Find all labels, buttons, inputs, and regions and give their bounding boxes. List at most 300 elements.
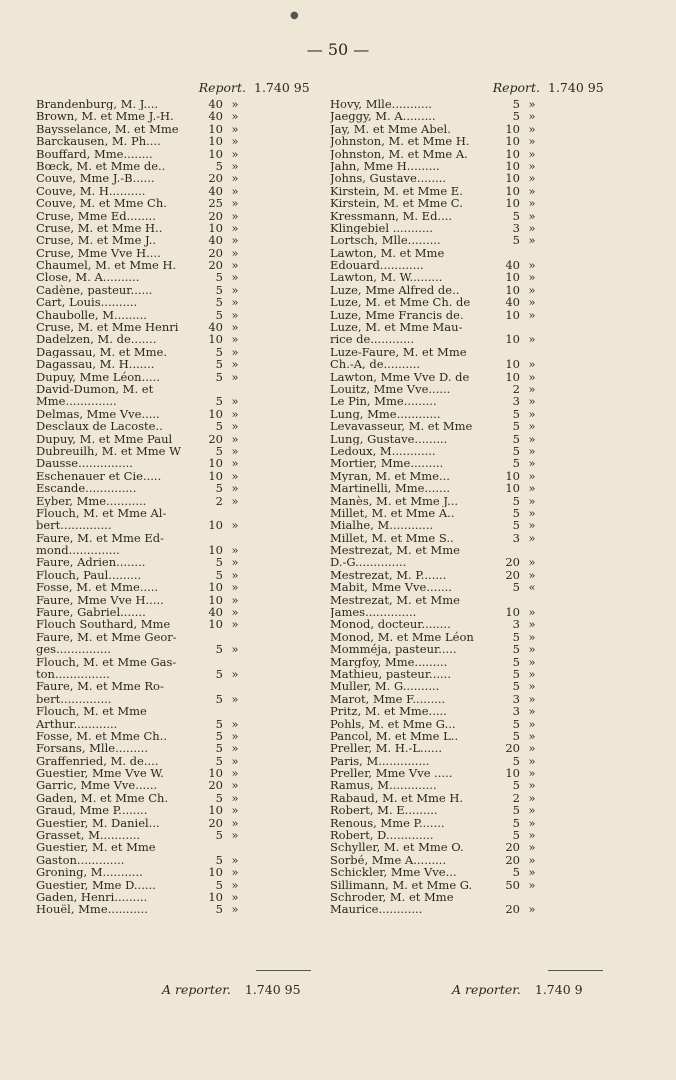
donor-name: Flouch, M. et Mme [36,705,147,718]
list-item [36,581,326,593]
list-item [330,148,622,160]
donor-name: Faure, Mme Vve H..... [36,593,164,607]
donor-name: Flouch Southard, Mme [36,618,171,631]
donation-amount: 5 [512,419,520,434]
donor-name: Dupuy, M. et Mme Paul [36,432,173,445]
list-item [36,718,326,730]
donation-amount: 10 [208,220,223,235]
list-item [36,631,326,643]
donor-name: Arthur............ [36,717,118,730]
ditto-mark: » [528,394,536,409]
ditto-mark: » [231,580,239,595]
donor-name: Mabit, Mme Vve....... [330,581,452,594]
ditto-mark: » [231,543,239,558]
donor-name: Luze, M. et Mme Ch. de [330,296,471,309]
donor-name: bert.............. [36,519,112,532]
list-item [330,457,622,469]
donation-amount: 2 [512,790,520,805]
donation-amount: 5 [512,803,520,818]
ditto-mark: » [528,555,536,570]
donation-amount: 5 [512,233,520,248]
list-item [330,804,622,816]
list-item [36,680,326,692]
ditto-mark: » [231,295,239,310]
ditto-mark: » [231,220,239,235]
donor-name: Pohls, M. et Mme G... [330,717,456,730]
list-item [36,98,326,110]
donor-name: Monod, docteur........ [330,618,451,631]
list-item [36,148,326,160]
donor-name: Luze, M. et Mme Mau- [330,321,463,334]
ditto-mark: » [528,158,536,173]
list-item [330,383,622,395]
ditto-mark: » [231,741,239,756]
list-item [330,470,622,482]
donation-amount: 5 [512,443,520,458]
donation-amount: 5 [512,629,520,644]
ditto-mark: » [528,691,536,706]
donation-amount: 20 [208,431,223,446]
donor-name: Lawton, Mme Vve D. de [330,370,470,383]
donor-name: Mme.............. [36,395,117,408]
donation-amount: 5 [215,357,223,372]
list-item [36,495,326,507]
donation-amount: 5 [215,902,223,917]
donor-name: Fosse, M. et Mme..... [36,581,159,594]
donation-amount: 10 [505,171,520,186]
ditto-mark: » [528,468,536,483]
list-item [36,767,326,779]
list-item [36,556,326,568]
donor-name: Johnston, M. et Mme A. [330,147,468,160]
ditto-mark: » [528,183,536,198]
ditto-mark: » [528,208,536,223]
ditto-mark: » [528,307,536,322]
donation-amount: 5 [215,877,223,892]
list-item [36,879,326,891]
donor-name: Dagassau, M. H....... [36,358,155,371]
donor-name: Chaumel, M. et Mme H. [36,259,177,272]
ditto-mark: » [528,704,536,719]
donation-amount: 40 [208,97,223,111]
donor-name: Groning, M........... [36,866,143,879]
areporter-total: 1.740 9 [534,982,583,997]
list-item [330,606,622,618]
donor-name: Bouffard, Mme........ [36,147,153,160]
donation-amount: 20 [505,741,520,756]
donor-name: Houël, Mme........... [36,903,148,916]
donation-amount: 40 [208,233,223,248]
donor-name: Ledoux, M............ [330,444,436,458]
donation-amount: 5 [215,567,223,582]
ditto-mark: » [528,121,536,136]
ditto-mark: » [231,307,239,322]
ditto-mark: » [231,109,239,124]
donation-amount: 3 [512,704,520,719]
list-item [330,346,622,358]
ditto-mark: » [231,233,239,248]
areporter-total: 1.740 95 [244,982,301,997]
donor-name: Bœck, M. et Mme de.. [36,159,166,173]
donor-name: Faure, M. et Mme Ed- [36,531,165,545]
donation-amount: 5 [512,778,520,793]
ditto-mark: » [528,282,536,297]
ditto-mark: » [528,146,536,161]
ditto-mark: » [528,431,536,446]
donor-name: Sillimann, M. et Mme G. [330,878,473,892]
list-item [330,841,622,853]
donor-name: Jay, M. et Mme Abel. [330,122,451,136]
donor-name: Cadène, pasteur...... [36,283,153,297]
donor-list-right [330,98,622,916]
ditto-mark: » [528,629,536,644]
donor-name: Eyber, Mme........... [36,494,147,507]
ditto-mark: » [231,518,239,533]
donor-name: Momméja, pasteur..... [330,643,457,656]
donor-name: Levavasseur, M. et Mme [330,420,473,433]
donation-amount: 40 [208,605,223,620]
donation-amount: 5 [512,493,520,508]
donation-amount: 5 [215,344,223,359]
donor-name: Mialhe, M............ [330,519,434,532]
ditto-mark: » [528,753,536,768]
donor-name: mond.............. [36,544,120,557]
ditto-mark: » [528,642,536,657]
donor-name: Grasset, M........... [36,829,141,842]
donor-name: Lawton, M. et Mme [330,246,445,260]
ditto-mark: » [231,332,239,347]
donation-amount: 10 [505,468,520,483]
donation-amount: 10 [208,617,223,632]
list-item [36,408,326,420]
donation-amount: 10 [208,146,223,161]
list-item [36,123,326,135]
donation-amount: 20 [208,258,223,273]
ditto-mark: » [528,171,536,186]
ditto-mark: » [528,493,536,508]
donor-name: Guestier, M. et Mme [36,841,156,854]
list-item [330,408,622,420]
list-item [36,210,326,222]
ditto-mark: » [231,691,239,706]
list-item [330,507,622,519]
list-item [330,693,622,705]
donor-name: Preller, Mme Vve ..... [330,767,453,780]
donation-amount: 20 [208,778,223,793]
list-item [36,841,326,853]
donor-name: Guestier, M. Daniel... [36,816,160,830]
list-item [36,668,326,680]
list-item [330,903,622,915]
donor-name: Chaubolle, M......... [36,308,147,322]
donor-name: Luze-Faure, M. et Mme [330,345,467,359]
list-item [330,333,622,345]
donation-amount: 10 [208,134,223,149]
list-item [330,222,622,234]
list-item [36,891,326,903]
list-item [36,470,326,482]
list-item [36,346,326,358]
list-item [36,569,326,581]
donation-amount: 40 [208,183,223,198]
list-item [330,420,622,432]
list-item [330,98,622,110]
list-item [36,606,326,618]
ditto-mark: » [528,852,536,867]
donation-amount: 10 [208,468,223,483]
donor-name: Lortsch, Mlle......... [330,234,441,247]
ditto-mark: » [231,642,239,657]
donor-name: Johns, Gustave........ [330,172,447,185]
list-item [36,383,326,395]
ditto-mark: » [528,295,536,310]
donation-amount: 3 [512,220,520,235]
donor-name: Faure, Adrien........ [36,556,146,569]
donor-name: D.-G.............. [330,556,407,569]
list-item [36,730,326,742]
ditto-mark: » [231,605,239,620]
ditto-mark: » [528,605,536,620]
donor-name: Louitz, Mme Vve...... [330,382,451,396]
donor-name: Jaeggy, M. A......... [330,110,436,123]
donation-amount: 5 [215,394,223,409]
ditto-mark: » [231,183,239,198]
ditto-mark: » [528,728,536,743]
ditto-mark: » [231,208,239,223]
donation-amount: 40 [505,258,520,273]
donor-name: Dubreuilh, M. et Mme W [36,444,181,458]
list-item [36,742,326,754]
list-item [330,544,622,556]
list-item [330,445,622,457]
donation-amount: 5 [512,109,520,124]
donation-amount: 5 [512,208,520,223]
list-item [36,371,326,383]
donation-amount: 5 [215,419,223,434]
donor-name: Mortier, Mme......... [330,457,444,470]
list-item [36,197,326,209]
donor-name: Flouch, M. et Mme Al- [36,506,167,520]
list-item [330,656,622,668]
donation-amount: 5 [512,97,520,111]
list-item [36,395,326,407]
donation-amount: 5 [215,158,223,173]
donor-name: Cruse, Mme Ed........ [36,209,156,222]
ditto-mark: » [231,121,239,136]
list-item [330,135,622,147]
ditto-mark: » [231,592,239,607]
list-item [36,482,326,494]
donor-name: Dagassau, M. et Mme. [36,345,167,359]
donation-amount: 5 [215,369,223,384]
donation-amount: 5 [215,716,223,731]
list-item [36,110,326,122]
list-item [36,544,326,556]
donor-name: Forsans, Mlle......... [36,742,148,755]
list-item [36,705,326,717]
ditto-mark: « [528,580,536,595]
ditto-mark: » [231,716,239,731]
ditto-mark: » [231,493,239,508]
list-item [330,668,622,680]
donation-amount: 5 [215,295,223,310]
report-total: 1.740 95 [254,80,310,95]
ditto-mark: » [231,877,239,892]
ditto-mark: » [231,258,239,273]
ditto-mark: » [231,196,239,211]
donor-name: Marot, Mme F......... [330,692,446,706]
donor-name: Dausse............... [36,457,133,470]
ditto-mark: » [528,815,536,830]
ditto-mark: » [528,357,536,372]
ditto-mark: » [231,617,239,632]
list-item [36,321,326,333]
donation-amount: 3 [512,530,520,545]
donation-amount: 10 [208,890,223,904]
donor-name: Renous, Mme P....... [330,816,445,830]
list-item [36,866,326,878]
donation-amount: 5 [512,431,520,446]
donor-name: Cruse, M. et Mme Henri [36,321,179,334]
list-item [330,395,622,407]
donation-amount: 3 [512,691,520,706]
total-rule-left [256,970,311,971]
donation-amount: 5 [512,865,520,880]
list-item [330,854,622,866]
list-item [36,755,326,767]
donation-amount: 25 [208,196,223,211]
donor-name: Monod, M. et Mme Léon [330,630,474,644]
right-column [330,78,622,916]
ditto-mark: » [528,902,536,917]
ditto-mark: » [528,270,536,285]
donation-amount: 10 [505,270,520,285]
donation-amount: 10 [505,196,520,211]
ditto-mark: » [528,406,536,421]
list-item [36,445,326,457]
donation-amount: 5 [215,270,223,285]
list-item [330,247,622,259]
list-item [330,532,622,544]
list-item [330,569,622,581]
donation-amount: 10 [505,121,520,136]
donation-amount: 10 [208,518,223,533]
list-item [330,433,622,445]
donor-name: Cruse, M. et Mme H.. [36,221,163,235]
donation-amount: 5 [215,666,223,681]
donation-amount: 5 [215,790,223,805]
ditto-mark: » [231,790,239,805]
donor-name: Schyller, M. et Mme O. [330,841,464,854]
list-item [36,333,326,345]
list-item [330,519,622,531]
donation-amount: 5 [512,505,520,520]
ditto-mark: » [528,134,536,149]
list-item [36,420,326,432]
ditto-mark: » [231,555,239,570]
donation-amount: 10 [505,766,520,781]
donor-name: Luze, Mme Francis de. [330,308,464,322]
donor-name: Lung, Gustave......... [330,432,448,445]
ditto-mark: » [231,815,239,830]
list-item [330,829,622,841]
ditto-mark: » [528,790,536,805]
donation-amount: 5 [512,456,520,471]
donor-name: Ch.-A, de.......... [330,358,421,371]
list-item [330,197,622,209]
donor-name: Martinelli, Mme....... [330,482,451,495]
list-item [36,618,326,630]
donor-name: Delmas, Mme Vve..... [36,407,160,421]
donor-name: Escande.............. [36,482,137,495]
donor-name: Klingebiel ........... [330,221,433,235]
areporter-line-right [452,980,622,1000]
list-item [36,259,326,271]
list-item [36,222,326,234]
donor-name: Le Pin, Mme......... [330,395,437,408]
top-mark: ● [290,10,299,21]
donor-name: rice de............ [330,333,415,346]
donation-amount: 20 [208,171,223,186]
list-item [36,779,326,791]
list-item [36,433,326,445]
donation-amount: 10 [505,134,520,149]
donation-amount: 5 [512,716,520,731]
donation-amount: 5 [215,852,223,867]
ditto-mark: » [231,419,239,434]
ditto-mark: » [231,406,239,421]
donor-name: James.............. [330,606,417,619]
donor-name: Faure, M. et Mme Ro- [36,680,164,693]
ditto-mark: » [528,109,536,124]
list-item [330,718,622,730]
areporter-label: A reporter. [162,982,231,997]
donor-name: Robert, D............. [330,829,434,842]
left-column [36,78,326,916]
donor-name: Barckausen, M. Ph.... [36,135,161,148]
donation-amount: 5 [215,282,223,297]
donation-amount: 10 [505,183,520,198]
ditto-mark: » [528,443,536,458]
ditto-mark: » [528,481,536,496]
donation-amount: 40 [208,109,223,124]
donation-amount: 20 [208,208,223,223]
donation-amount: 50 [505,877,520,892]
donor-name: Schroder, M. et Mme [330,891,454,904]
ditto-mark: » [528,679,536,694]
donation-amount: 10 [208,332,223,347]
ditto-mark: » [528,530,536,545]
list-item [36,829,326,841]
donor-name: Johnston, M. et Mme H. [330,135,470,148]
ditto-mark: » [231,852,239,867]
donor-name: Faure, M. et Mme Geor- [36,630,177,644]
ditto-mark: » [528,877,536,892]
donor-name: Luze, Mme Alfred de.. [330,283,460,297]
donation-amount: 10 [505,481,520,496]
report-line-right [330,78,622,98]
donor-name: Brown, M. et Mme J.-H. [36,110,174,123]
ditto-mark: » [231,282,239,297]
donation-amount: 5 [512,666,520,681]
list-item [330,817,622,829]
donor-name: Desclaux de Lacoste.. [36,420,163,433]
donation-amount: 10 [505,332,520,347]
donation-amount: 20 [208,245,223,260]
donor-name: Guestier, Mme Vve W. [36,767,164,780]
donor-name: Gaston............. [36,853,125,867]
donor-name: Pritz, M. et Mme..... [330,705,447,718]
